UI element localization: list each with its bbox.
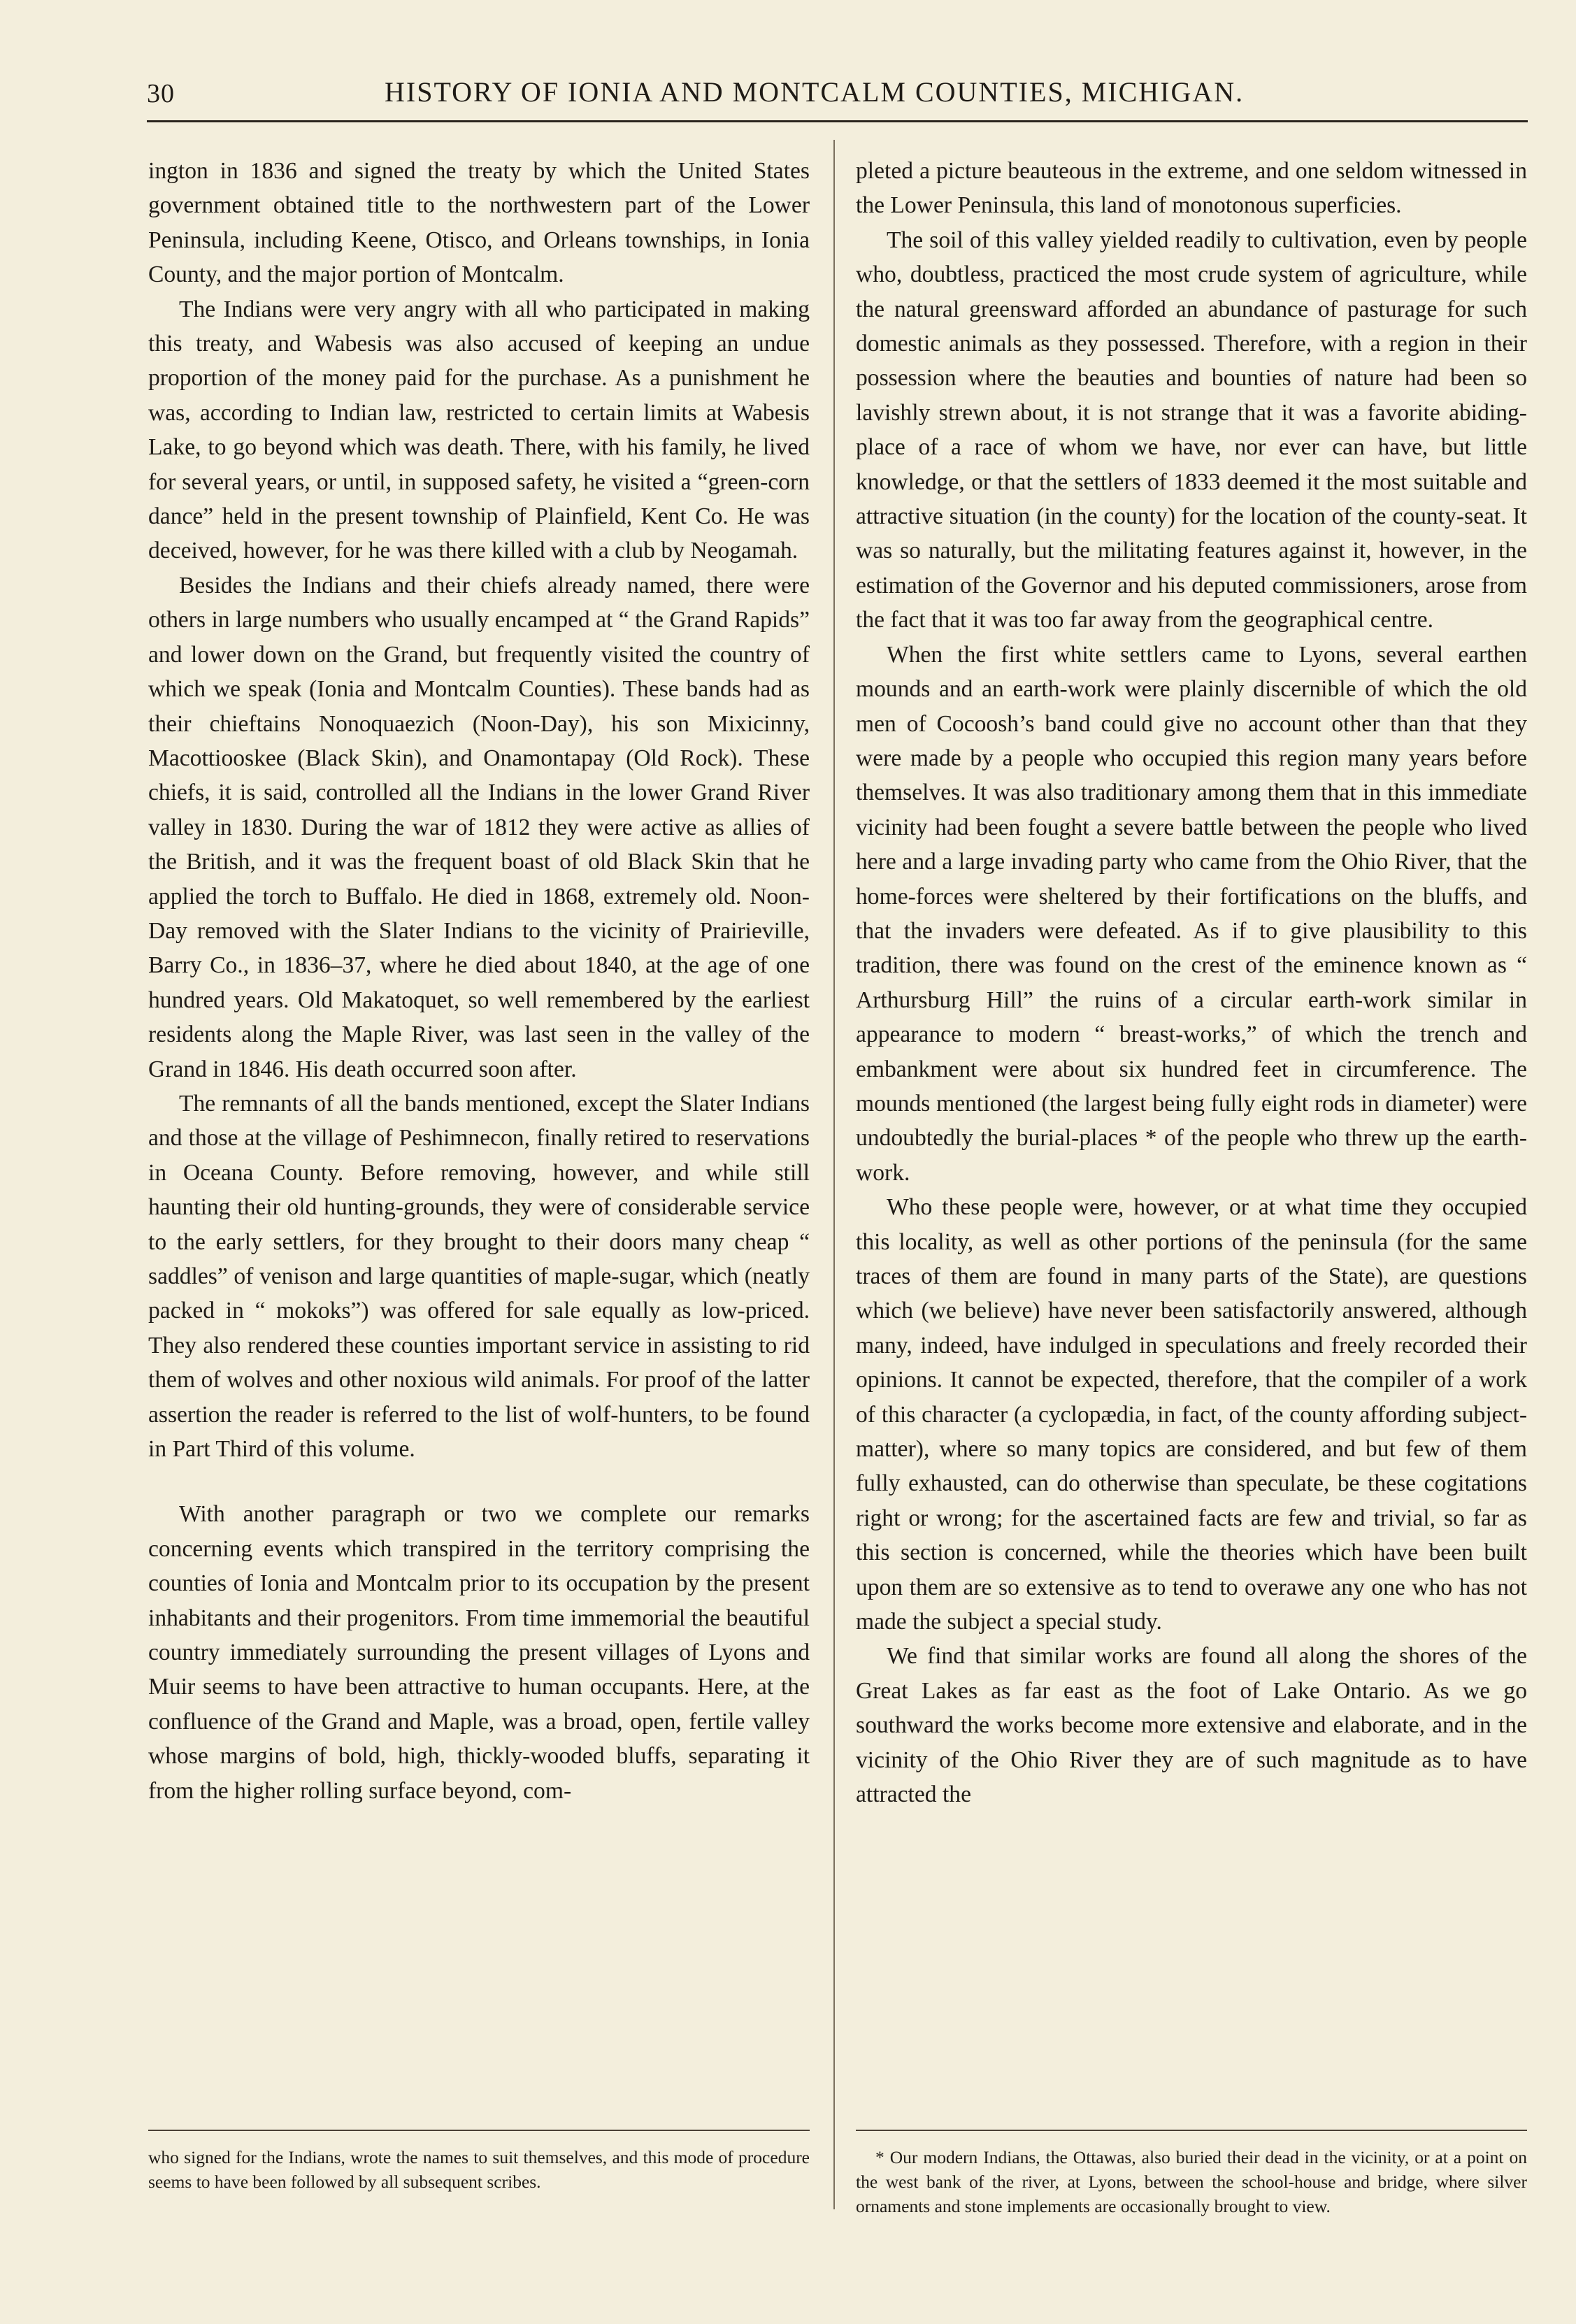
left-paragraph-3: Besides the Indians and their chiefs already named, there were others in large numbers who usually encamped at “ the Grand Rapids” and lower down on the Grand, but frequently visited the country of which we speak (Ionia and Montcalm Counties). These bands had as their chieftains Nonoquaezich (Noon-Day), his son Mixicinny, Macottiooskee (Black Skin), and Onamontapay (Old Rock). These chiefs, it is said, controlled all the Indians in the lower Grand River valley in 1830. During the war of 1812 they were active as allies of the British, and it was the frequent boast of old Black Skin that he applied the torch to Buffalo. He died in 1868, extremely old. Noon-Day removed with the Slater Indians to the vicinity of Prairieville, Barry Co., in 1836–37, where he died about 1840, at the age of one hundred years. Old Makatoquet, so well remembered by the earliest residents along the Maple River, was last seen in the valley of the Grand in 1846. His death occurred soon after. — [148, 572, 810, 1082]
right-paragraph-1: pleted a picture beauteous in the extreme, and one seldom witnessed in the Lower Peninsula, this land of monotonous superficies. — [856, 158, 1527, 219]
left-paragraph-4: The remnants of all the bands mentioned, except the Slater Indians and those at the village of Peshimnecon, finally retired to reservations in Oceana County. Before removing, however, and while still haunting their old hunting-grounds, they were of considerable service to the early settlers, for they brought to their doors many cheap “ saddles” of venison and large quantities of maple-sugar, which (neatly packed in “ mokoks”) was offered for sale equally as low-priced. They also rendered these counties important service in assisting to rid them of wolves and other noxious wild animals. For proof of the latter assertion the reader is referred to the list of wolf-hunters, to be found in Part Third of this volume. — [148, 1090, 810, 1463]
right-footnote-text: * Our modern Indians, the Ottawas, also buried their dead in the vicinity, or at a point on the west bank of the river, at Lyons, between the school-house and bridge, where silver ornaments and stone implements are occasionally brought to view. — [856, 2147, 1527, 2216]
right-footnote-rule — [856, 2130, 1527, 2131]
right-column — [856, 154, 1527, 1812]
left-column — [148, 154, 810, 1808]
left-paragraph-5: With another paragraph or two we complete our remarks concerning events which transpired in the territory comprising the counties of Ionia and Montcalm prior to its occupation by the present inhabitants and their progenitors. From time immemorial the beautiful country immediately surrounding the present villages of Lyons and Muir seems to have been attractive to human occupants. Here, at the confluence of the Grand and Maple, was a broad, open, fertile valley whose margins of bold, high, thickly-wooded bluffs, separating it from the higher rolling surface beyond, com- — [148, 1501, 810, 1804]
running-title: HISTORY OF IONIA AND MONTCALM COUNTIES, MICHIGAN. — [385, 76, 1245, 108]
left-paragraph-1: ington in 1836 and signed the treaty by which the United States government obtained title to the northwestern part of the Lower Peninsula, including Keene, Otisco, and Orleans townships, in Ionia County, and the major portion of Montcalm. — [148, 158, 810, 288]
header-rule — [147, 120, 1528, 122]
section-gap — [148, 1466, 810, 1497]
left-footnote-rule — [148, 2130, 810, 2131]
page-number: 30 — [147, 79, 175, 108]
right-paragraph-4: Who these people were, however, or at what time they occupied this locality, as well as other portions of the peninsula (for the same traces of them are found in many parts of the State), are questions which (we believe) have never been satisfactorily answered, although many, indeed, have indulged in speculations and freely recorded their opinions. It cannot be expected, therefore, that the compiler of a work of this character (a cyclopædia, in fact, of the county affording subject-matter), where so many topics are considered, and but few of them fully exhausted, can do otherwise than speculate, be these cogitations right or wrong; for the ascertained facts are few and trivial, so far as this section is concerned, while the theories which have been built upon them are so extensive as to tend to overawe any one who has not made the subject a special study. — [856, 1194, 1527, 1635]
page-header — [147, 70, 1294, 119]
column-divider — [833, 140, 835, 2209]
left-footnote — [148, 2145, 810, 2194]
right-paragraph-2: The soil of this valley yielded readily to cultivation, even by people who, doubtless, practiced the most crude system of agriculture, while the natural greensward afforded an abundance of pasturage for such domestic animals as they possessed. Therefore, with a region in their possession where the beauties and bounties of nature had been so lavishly strewn about, it is not strange that it was a favorite abiding-place of a race of whom we have, nor ever can have, but little knowledge, or that the settlers of 1833 deemed it the most suitable and attractive situation (in the county) for the location of the county-seat. It was so naturally, but the militating features against it, however, in the estimation of the Governor and his deputed commissioners, arose from the fact that it was too far away from the geographical centre. — [856, 227, 1527, 633]
left-footnote-text: who signed for the Indians, wrote the names to suit themselves, and this mode of procedure seems to have been followed by all subsequent scribes. — [148, 2147, 810, 2192]
right-paragraph-3: When the first white settlers came to Lyons, several earthen mounds and an earth-work were plainly discernible of which the old men of Cocoosh’s band could give no account other than that they were made by a people who occupied this region many years before themselves. It was also traditionary among them that in this immediate vicinity had been fought a severe battle between the people who lived here and a large invading party who came from the Ohio River, that the home-forces were sheltered by their fortifications on the bluffs, and that the invaders were defeated. As if to give plausibility to this tradition, there was found on the crest of the eminence known as “ Arthursburg Hill” the ruins of a circular earth-work similar in appearance to modern “ breast-works,” of which the trench and embankment were about six hundred feet in circumference. The mounds mentioned (the largest being fully eight rods in diameter) were undoubtedly the burial-places * of the people who threw up the earth-work. — [856, 641, 1527, 1186]
left-paragraph-2: The Indians were very angry with all who participated in making this treaty, and Wabesis was also accused of keeping an undue proportion of the money paid for the purchase. As a punishment he was, according to Indian law, restricted to certain limits at Wabesis Lake, to go beyond which was death. There, with his family, he lived for several years, or until, in supposed safety, he visited a “green-corn dance” held in the present township of Plainfield, Kent Co. He was deceived, however, for he was there killed with a club by Neogamah. — [148, 296, 810, 564]
right-footnote — [856, 2145, 1527, 2218]
right-paragraph-5: We find that similar works are found all along the shores of the Great Lakes as far east as the foot of Lake Ontario. As we go southward the works become more extensive and elaborate, and in the vicinity of the Ohio River they are of such magnitude as to have attracted the — [856, 1643, 1527, 1808]
